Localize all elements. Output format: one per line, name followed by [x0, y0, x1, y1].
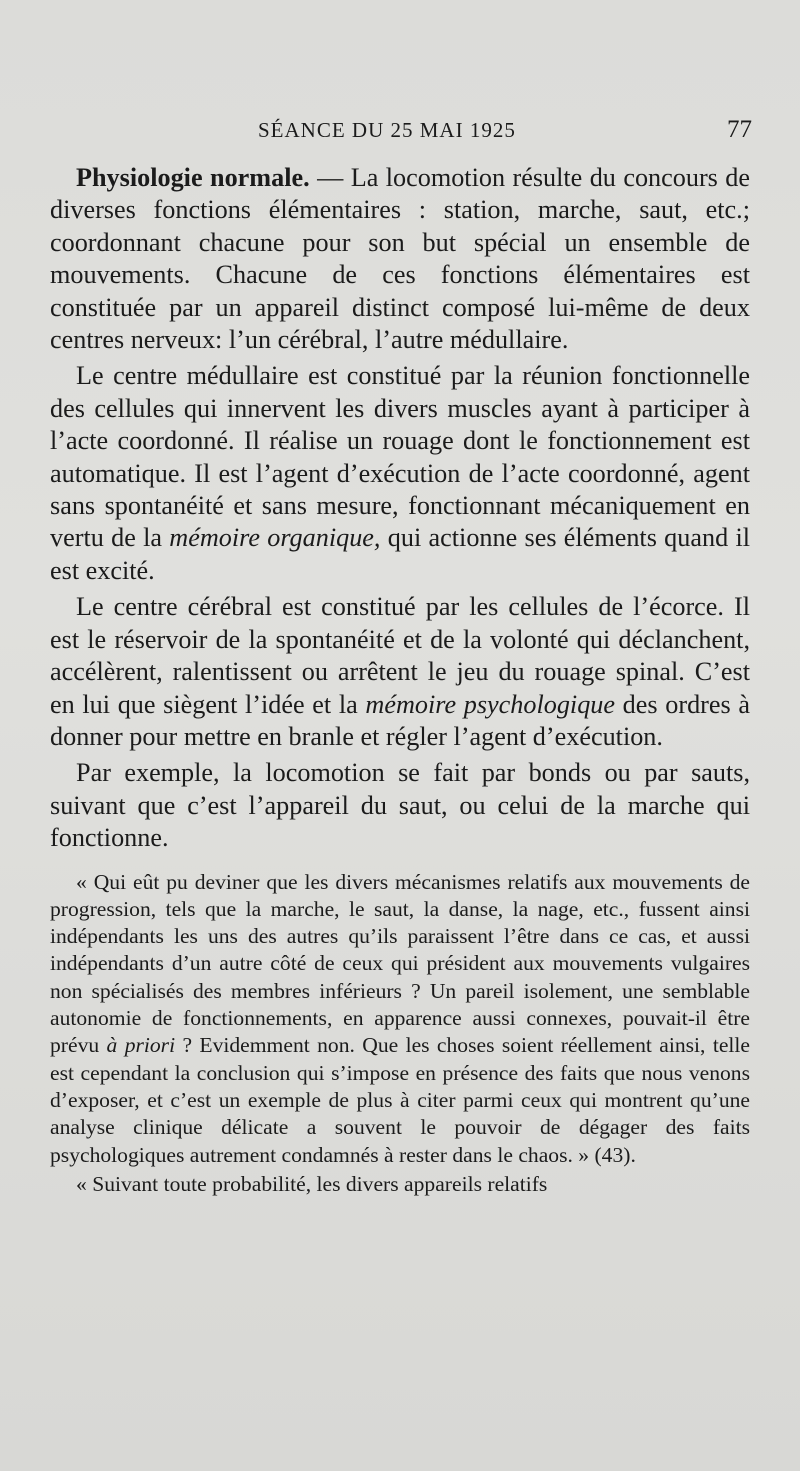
page-number: 77: [727, 116, 752, 143]
quote-text: « Suivant toute probabilité, les divers appareils relatifs: [76, 1171, 548, 1196]
quote-italic: à priori: [106, 1033, 176, 1058]
paragraph-text: des ordres à donner pour mettre en branle et régler l’agent d’exécution.: [50, 689, 750, 751]
paragraph-lead: Physiologie normale.: [76, 163, 310, 192]
quote-block: [50, 1171, 750, 1198]
quote-text: ? Evidemment non. Que les choses soient réellement ainsi, telle est cependant la conclusion qui s’impose en présence des faits que nous venons d’exposer, et c’est un exemple de plus à citer parmi ceux qui montrent qu’une analyse clinique délicate a souvent le pouvoir de dégager des faits psychologiques autrement condamnés à rester dans le chaos. » (43).: [50, 1033, 750, 1167]
paragraph-centre-medullaire: [50, 360, 750, 587]
paragraph-exemple: [50, 757, 750, 854]
paragraph-italic: mémoire psychologique: [365, 689, 616, 719]
spacer: [50, 855, 750, 869]
paragraph-text: Le centre médullaire est constitué par la réunion fonctionnelle des cellules qui innervent les divers muscles ayant à participer à l’acte coordonné. Il réalise un rouage dont le fonctionnement est automatique. Il est l’agent d’exécution de l’acte coordonné, agent sans spontanéité et sans mesure, fonctionnant mécaniquement en vertu de la: [50, 361, 750, 553]
paragraph-physiologie: [50, 162, 750, 356]
page-body: [50, 162, 750, 1198]
page-header: [0, 118, 800, 148]
quote-block: [50, 869, 750, 1169]
paragraph-text: — La locomotion résulte du concours de diverses fonctions élémentaires : station, marche, saut, etc.; coordonnant chacune pour son but spécial un ensemble de mouvements. Chacune de ces fonctions élémentaires est constituée par un appareil distinct composé lui-même de deux centres nerveux: l’un cérébral, l’autre médullaire.: [50, 163, 751, 355]
paragraph-centre-cerebral: [50, 591, 750, 753]
paragraph-text: qui actionne ses éléments quand il est excité.: [50, 523, 751, 585]
running-title: SÉANCE DU 25 MAI 1925: [258, 118, 516, 142]
paragraph-italic: mémoire organique,: [169, 523, 381, 553]
quote-text: « Qui eût pu deviner que les divers mécanismes relatifs aux mouvements de progression, tels que la marche, le saut, la danse, la nage, etc., fussent ainsi indépendants les uns des autres qu’ils paraissent l’être dans ce cas, et aussi indépendants d’un autre côté de ceux qui président aux mouvements vulgaires non spécialisés des membres inférieurs ? Un pareil isolement, une semblable autonomie de fonctionnements, en apparence aussi connexes, pouvait-il être prévu: [50, 869, 750, 1058]
paragraph-text: Le centre cérébral est constitué par les cellules de l’écorce. Il est le réservoir de la spontanéité et de la volonté qui déclanchent, accélèrent, ralentissent ou arrêtent le jeu du rouage spinal. C’est en lui que siègent l’idée et la: [50, 592, 750, 719]
paragraph-text: Par exemple, la locomotion se fait par bonds ou par sauts, suivant que c’est l’appareil du saut, ou celui de la marche qui fonctionne.: [50, 758, 750, 853]
